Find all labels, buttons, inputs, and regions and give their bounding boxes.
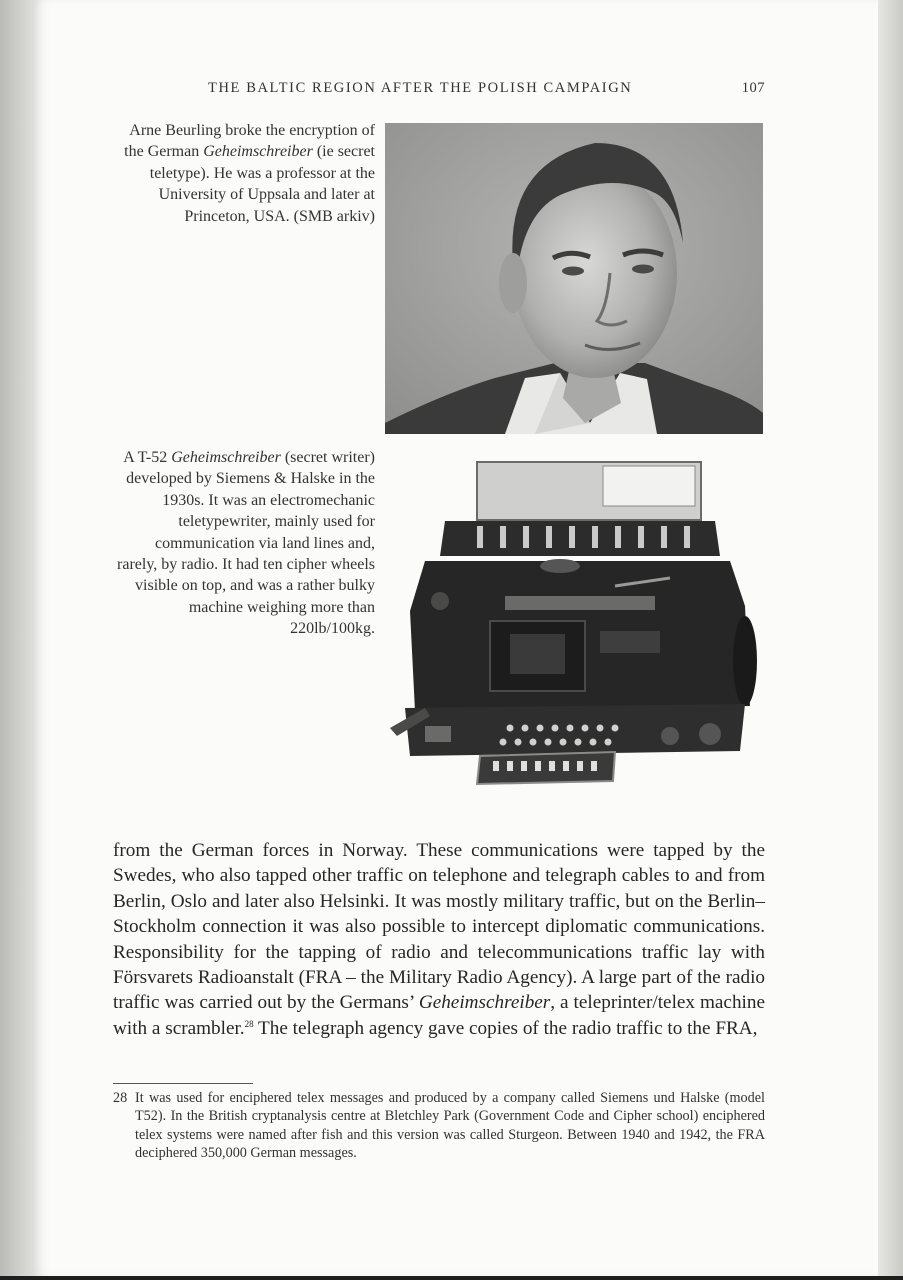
footnote-reference[interactable]: 28 — [244, 1018, 254, 1029]
page-number: 107 — [741, 80, 765, 96]
footnote-text: It was used for enciphered telex messages and produced by a company called Siemens und Halske (model T52). In the British cryptanalysis centre at Bletchley Park (Government Code and Cipher school) enciphered telex systems were named after fish and this version was called Sturgeon. Between 1940 and 1942, the FRA deciphered 350,000 German messages. — [135, 1090, 765, 1162]
footnote-number: 28 — [113, 1090, 128, 1106]
t52-machine-photo — [385, 446, 763, 790]
page-edge — [878, 0, 903, 1280]
figure-caption-machine: A T-52 Geheimschreiber (secret writer) developed by Siemens & Halske in the 1930s. It was an electromechanic teletypewriter, mainly used for communication via land lines and, rarely, by radio. It had ten cipher wheels visible on top, and was a rather bulky machine weighing more than 220lb/100kg. — [117, 449, 375, 638]
footnote-rule — [113, 1083, 253, 1084]
figure-caption-portrait: Arne Beurling broke the encryption of the German Geheimschreiber (ie secret teletype). He was a professor at the University of Uppsala and later at Princeton, USA. (SMB arkiv) — [124, 122, 375, 225]
running-title: THE BALTIC REGION AFTER THE POLISH CAMPAIGN — [208, 80, 633, 96]
scan-bottom-edge — [0, 1276, 903, 1280]
portrait-photo — [385, 123, 763, 434]
body-paragraph: from the German forces in Norway. These communications were tapped by the Swedes, who also tapped other traffic on telephone and telegraph cables to and from Berlin, Oslo and later also Helsinki. It was mostly military traffic, but on the Berlin–Stockholm connection it was also possible to intercept diplomatic communications. Responsibility for the tapping of radio and telecommunications traffic lay with Försvarets Radioanstalt (FRA – the Military Radio Agency). A large part of the radio traffic was carried out by the Germans’ Geheimschreiber, a teleprinter/telex machine with a scrambler.$^{28}$ The telegraph agency gave copies of the radio traffic to the FRA, — [113, 840, 765, 1039]
footnote — [113, 1089, 765, 1163]
